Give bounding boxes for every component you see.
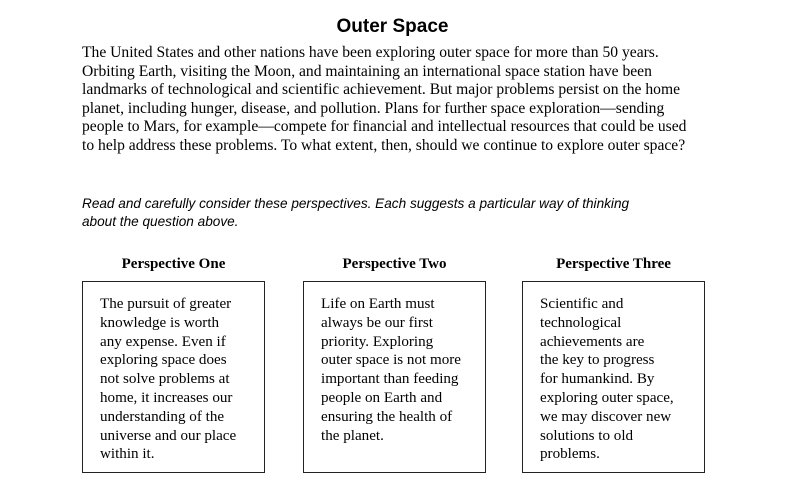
box-line: within it. — [100, 446, 155, 463]
perspective-two-heading: Perspective Two — [342, 256, 447, 272]
intro-line: people to Mars, for example—compete for financial and intellectual resources that could be used — [82, 118, 687, 135]
box-line: solutions to old — [540, 427, 634, 444]
box-line: for humankind. By — [540, 371, 655, 388]
box-line: The pursuit of greater — [100, 296, 232, 312]
perspective-one-box — [82, 281, 265, 473]
box-line: not solve problems at — [100, 371, 230, 388]
perspective-three-heading: Perspective Three — [556, 256, 671, 272]
intro-paragraph — [82, 44, 722, 155]
box-line: we may discover new — [540, 408, 672, 425]
box-line: universe and our place — [100, 427, 237, 444]
box-line: understanding of the — [100, 408, 225, 425]
intro-line: landmarks of technological and scientific achievement. But major problems persist on the home — [82, 81, 681, 98]
instructions-paragraph — [82, 195, 722, 230]
instruction-line: Read and carefully consider these perspectives. Each suggests a particular way of thinking — [82, 196, 630, 211]
box-line: priority. Exploring — [321, 333, 434, 350]
box-line: home, it increases our — [100, 389, 233, 406]
box-line: technological — [540, 314, 622, 331]
perspective-one-heading: Perspective One — [121, 256, 226, 272]
box-line: ensuring the health of — [321, 408, 453, 425]
perspective-three-box — [522, 281, 705, 473]
box-line: achievements are — [540, 333, 645, 350]
box-line: always be our first — [321, 314, 433, 331]
box-line: Life on Earth must — [321, 296, 435, 312]
box-line: important than feeding — [321, 371, 459, 388]
box-line: outer space is not more — [321, 352, 461, 369]
intro-line: planet, including hunger, disease, and pollution. Plans for further space exploration—sending — [82, 99, 665, 117]
box-line: the planet. — [321, 427, 384, 444]
perspective-two-box — [303, 281, 486, 473]
intro-line: to help address these problems. To what extent, then, should we continue to explore outer space? — [82, 136, 686, 154]
box-line: any expense. Even if — [100, 333, 226, 350]
page-title: Outer Space — [336, 16, 449, 37]
intro-line: Orbiting Earth, visiting the Moon, and maintaining an international space station have been — [82, 62, 652, 80]
box-line: problems. — [540, 446, 600, 463]
intro-line: The United States and other nations have been exploring outer space for more than 50 years. — [82, 44, 659, 61]
box-line: knowledge is worth — [100, 314, 220, 331]
box-line: exploring space does — [100, 352, 227, 369]
box-line: the key to progress — [540, 352, 655, 369]
box-line: exploring outer space, — [540, 389, 674, 406]
instruction-line: about the question above. — [82, 213, 239, 229]
box-line: people on Earth and — [321, 389, 443, 406]
box-line: Scientific and — [540, 296, 624, 312]
